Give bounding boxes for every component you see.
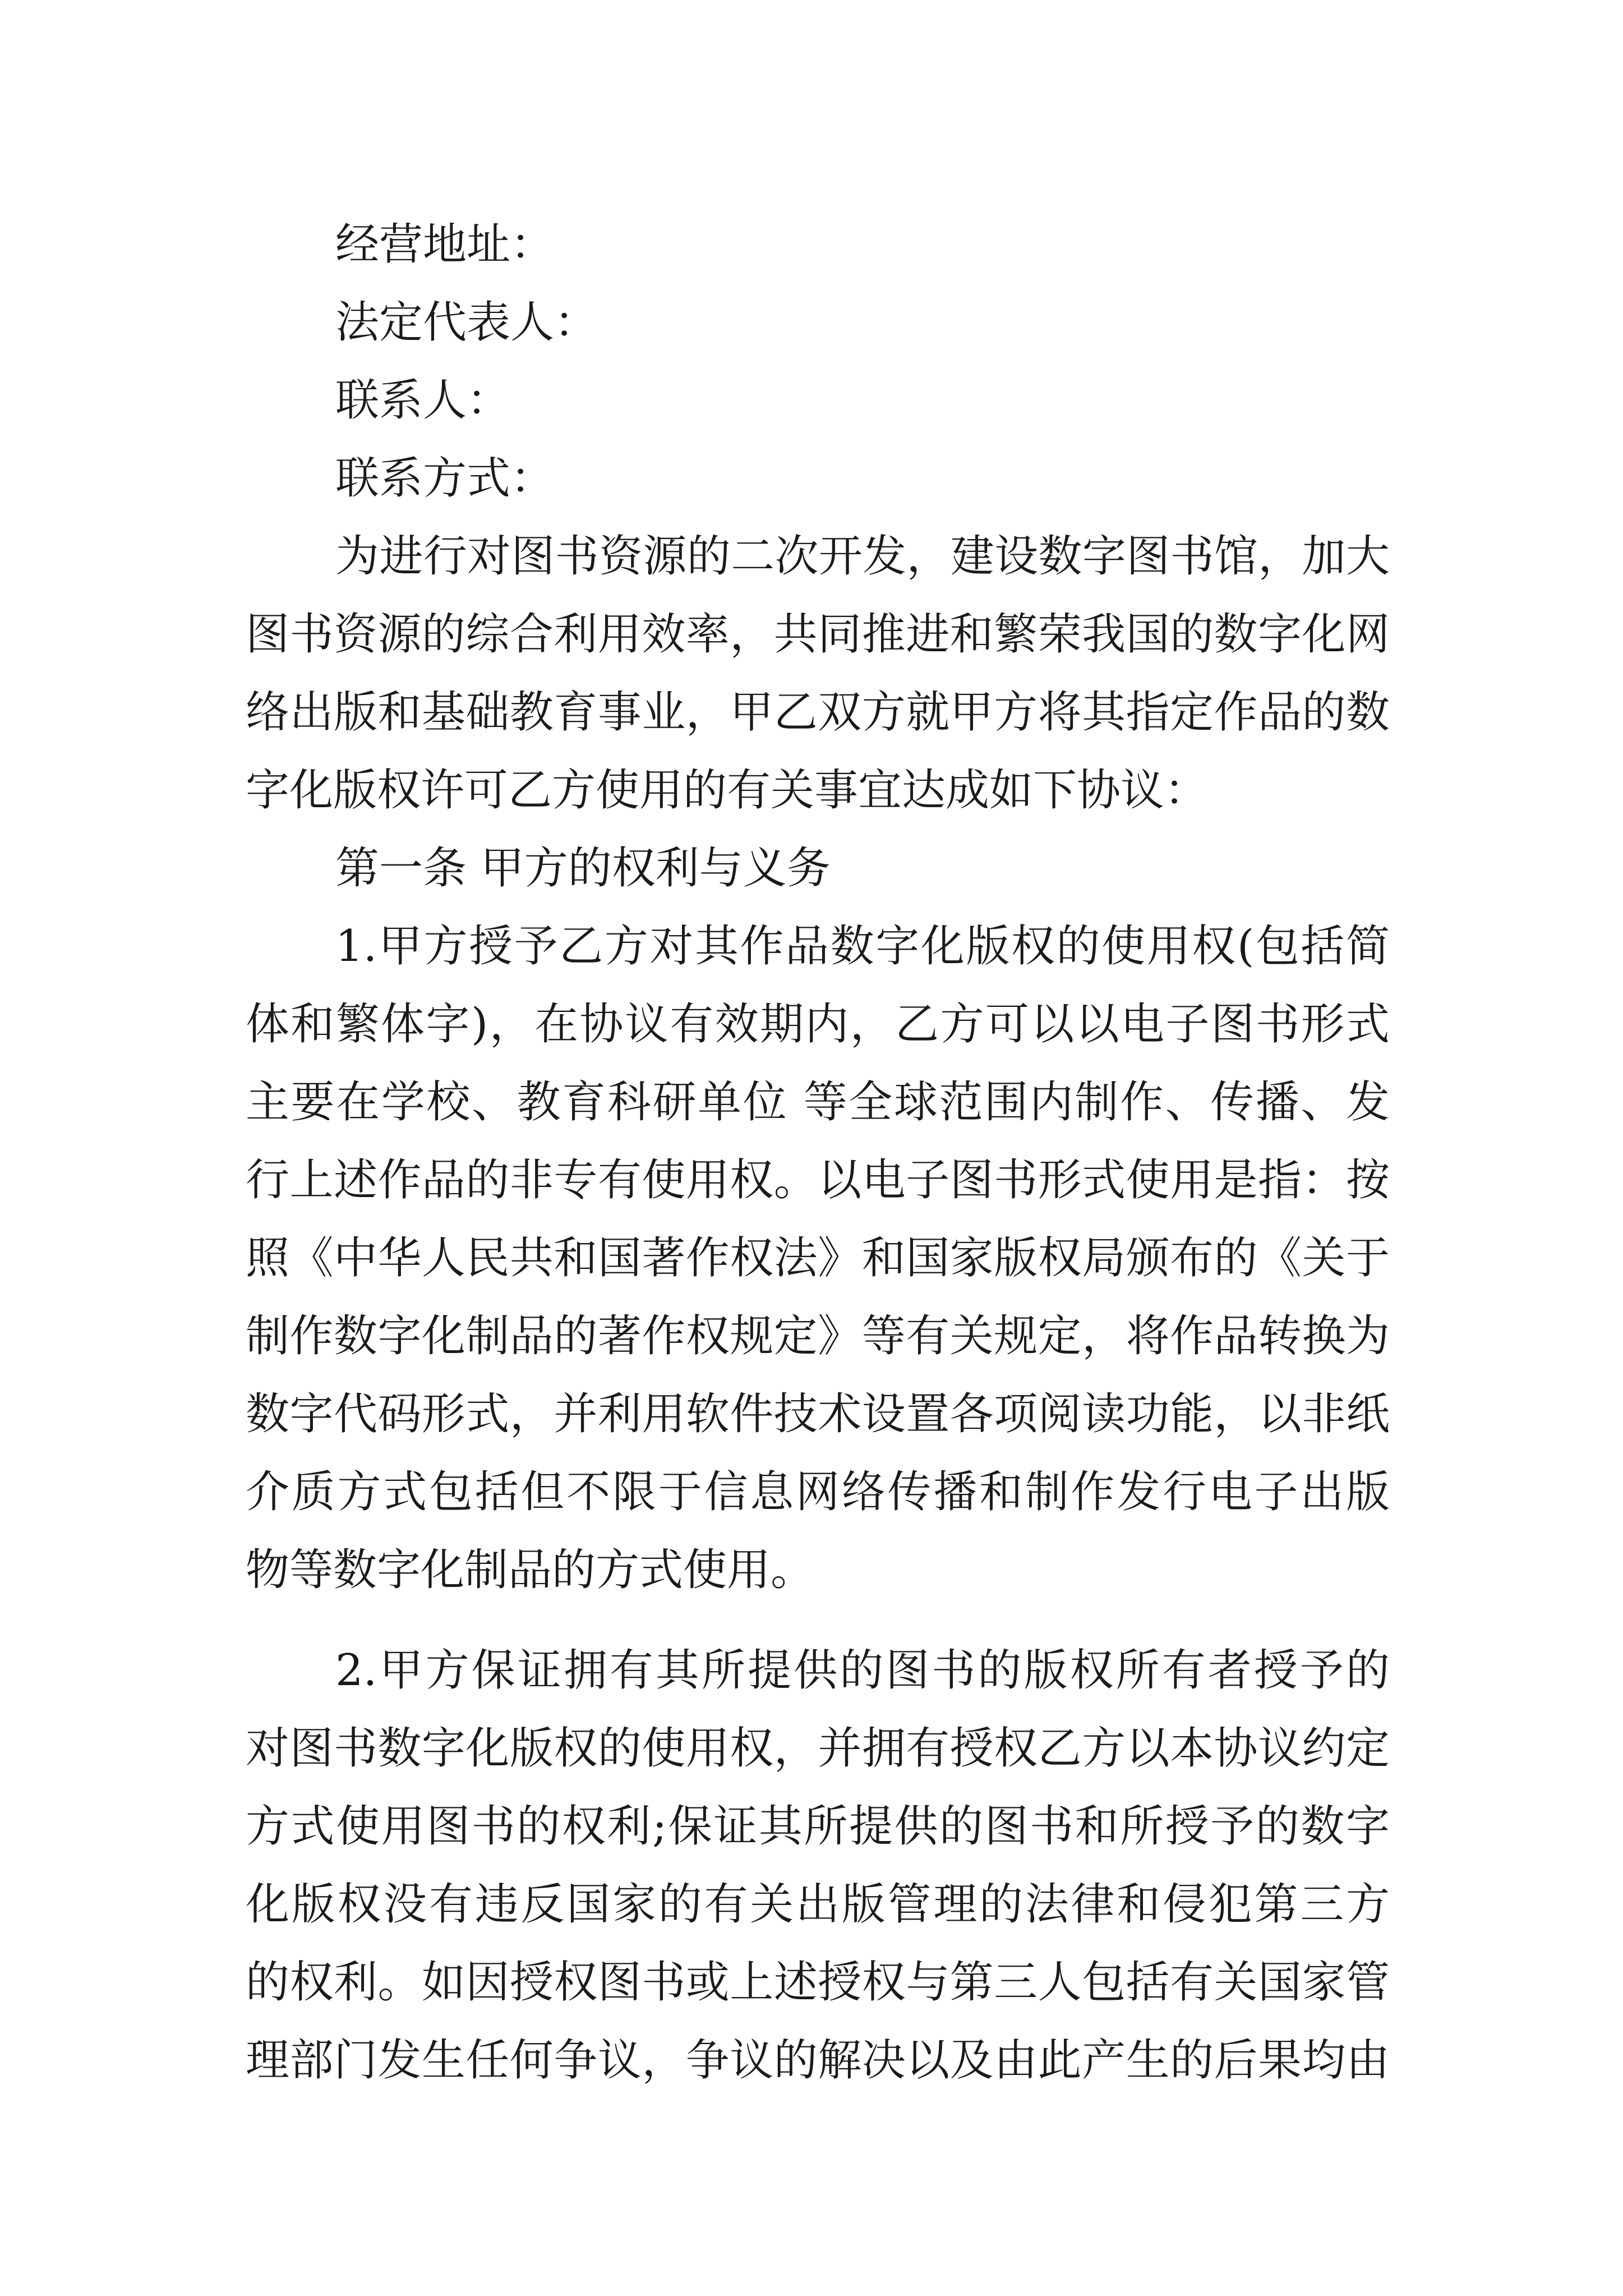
clause-1-line: 照《中华人民共和国著作权法》和国家版权局颁布的《关于 <box>246 1233 1390 1283</box>
clause-1-line: 行上述作品的非专有使用权。以电子图书形式使用是指：按 <box>246 1155 1390 1205</box>
preamble-line: 字化版权许可乙方使用的有关事宜达成如下协议： <box>246 765 1209 816</box>
preamble-line: 图书资源的综合利用效率，共同推进和繁荣我国的数字化网 <box>246 609 1390 660</box>
clause-1-line: 介质方式包括但不限于信息网络传播和制作发行电子出版 <box>246 1467 1390 1517</box>
clause-1-line: 物等数字化制品的方式使用。 <box>246 1545 815 1595</box>
article-1-heading: 第一条 甲方的权利与义务 <box>335 843 831 894</box>
clause-1-line: 数字代码形式，并利用软件技术设置各项阅读功能，以非纸 <box>246 1389 1390 1439</box>
clause-1-line: 1.甲方授予乙方对其作品数字化版权的使用权(包括简 <box>335 921 1390 972</box>
clause-1-line: 制作数字化制品的著作权规定》等有关规定，将作品转换为 <box>246 1311 1390 1361</box>
preamble-line: 为进行对图书资源的二次开发，建设数字图书馆，加大 <box>335 531 1390 582</box>
clause-2-line: 理部门发生任何争议，争议的解决以及由此产生的后果均由 <box>246 2035 1390 2086</box>
field-business-address: 经营地址： <box>335 219 555 270</box>
clause-1-line: 主要在学校、教育科研单位 等全球范围内制作、传播、发 <box>246 1077 1390 1128</box>
preamble-line: 络出版和基础教育事业，甲乙双方就甲方将其指定作品的数 <box>246 687 1390 738</box>
field-contact-method: 联系方式： <box>335 453 555 504</box>
field-contact-person: 联系人： <box>335 375 511 426</box>
clause-2-line: 化版权没有违反国家的有关出版管理的法律和侵犯第三方 <box>246 1879 1390 1930</box>
field-legal-representative: 法定代表人： <box>335 297 598 348</box>
clause-2-line: 的权利。如因授权图书或上述授权与第三人包括有关国家管 <box>246 1957 1390 2008</box>
clause-1-line: 体和繁体字)，在协议有效期内，乙方可以以电子图书形式 <box>246 999 1390 1050</box>
clause-2-line: 2.甲方保证拥有其所提供的图书的版权所有者授予的 <box>335 1645 1390 1696</box>
clause-2-line: 对图书数字化版权的使用权，并拥有授权乙方以本协议约定 <box>246 1723 1390 1774</box>
clause-2-line: 方式使用图书的权利;保证其所提供的图书和所授予的数字 <box>246 1801 1390 1852</box>
